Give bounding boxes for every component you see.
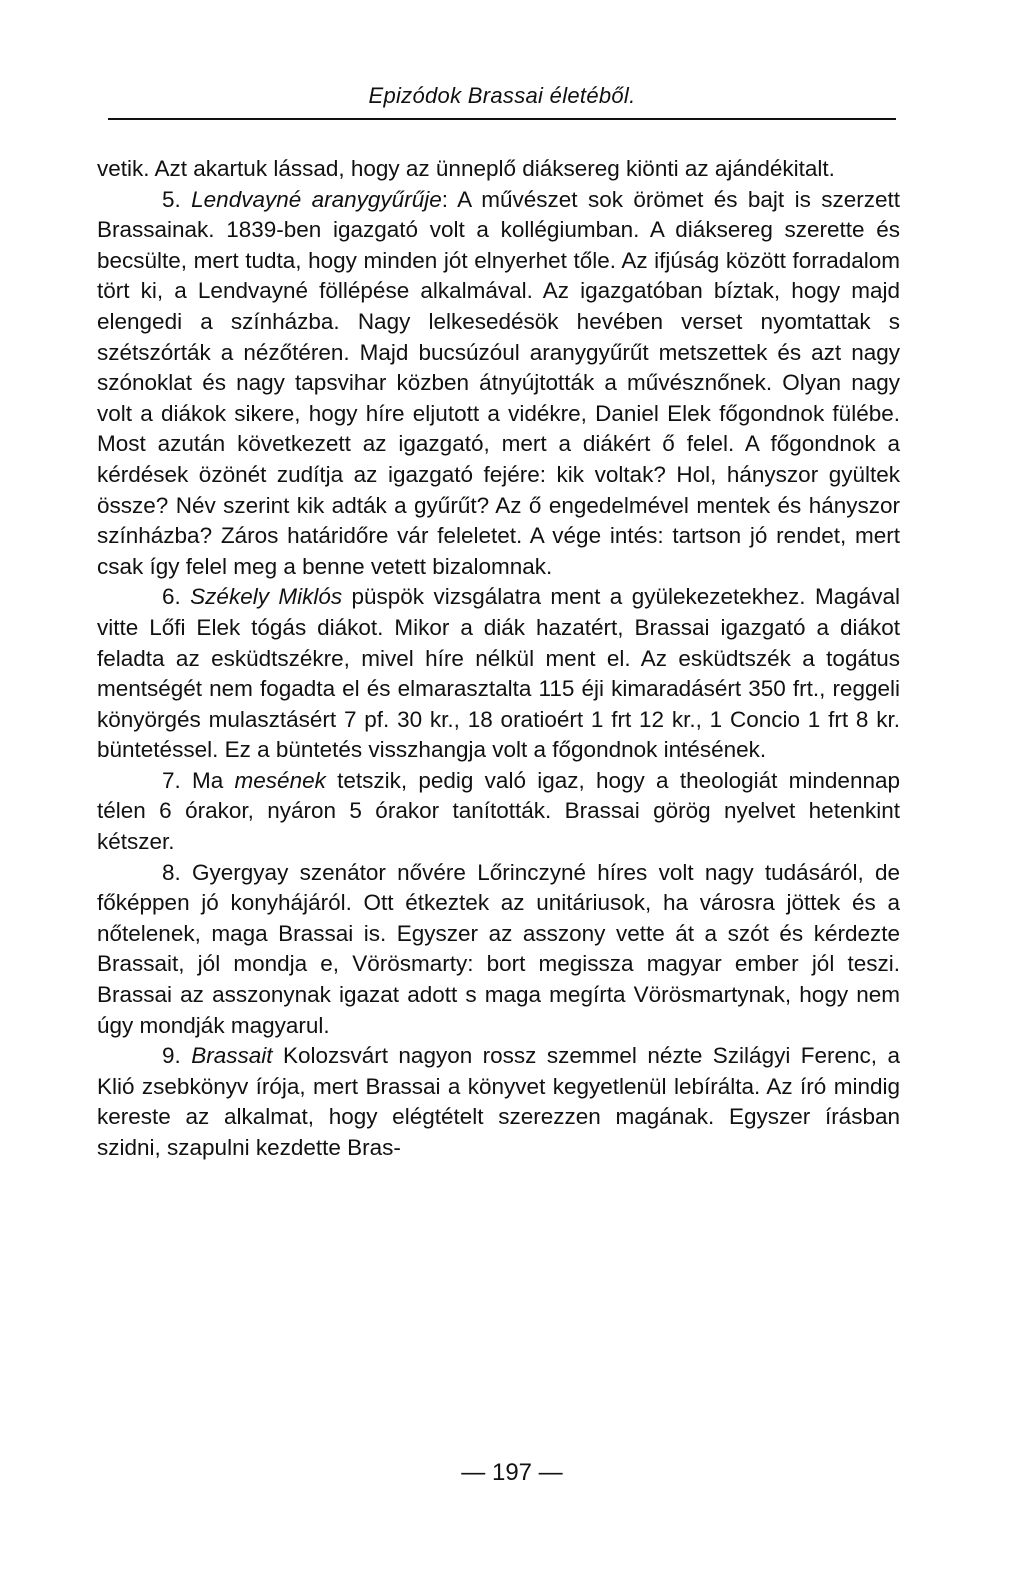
italic-text: Lendvayné aranygyűrűje	[191, 186, 442, 212]
text-run: 7. Ma	[162, 767, 235, 793]
body-text	[97, 154, 900, 1164]
text-run: 5.	[162, 186, 192, 212]
italic-text: mesének	[234, 767, 326, 793]
italic-text: Székely Miklós	[190, 584, 343, 610]
paragraph	[97, 185, 900, 583]
text-run: : A művészet sok örömet és bajt is szerzett Brassainak. 1839-ben igazgató volt a kollégiumban. A diáksereg szerette és becsülte, mert tudta, hogy minden jót elnyerhet tőle. Az ifjúság között forradalom tört ki, a Lendvayné föllépése alkalmával. Az igazgatóban bíztak, hogy majd elengedi a színházba. Nagy lelkesedésök hevében verset nyomtattak s szétszórták a nézőtéren. Majd bucsúzóul aranygyűrűt metszettek és azt nagy szónoklat és nagy tapsvihar közben átnyújtották a művésznőnek. Olyan nagy volt a diákok sikere, hogy híre eljutott a vidékre, Daniel Elek főgondnok fülébe. Most azután következett az igazgató, mert a diákért ő felel. A főgondnok a kérdések özönét zudítja az igazgató fejére: kik voltak? Hol, hányszor gyültek össze? Név szerint kik adták a gyűrűt? Az ő engedelmével mentek és hányszor színházba? Záros határidőre vár feleletet. A vége intés: tartson jó rendet, mert csak így felel meg a benne vetett bizalomnak.	[97, 186, 900, 579]
text-run: püspök vizsgálatra ment a gyülekezetekhez. Magával vitte Lőfi Elek tógás diákot. Mikor a diák hazatért, Brassai igazgató a diákot feladta az esküdtszékre, mivel híre nélkül ment el. Az esküdtszék a togátus mentségét nem fogadta el és elmarasztalta 115 éji kimaradásért 350 frt., reggeli könyörgés mulasztásért 7 pf. 30 kr., 18 oratioért 1 frt 12 kr., 1 Concio 1 frt 8 kr. büntetéssel. Ez a büntetés visszhangja volt a főgondnok intésének.	[97, 584, 900, 763]
text-run: Kolozsvárt nagyon rossz szemmel nézte Szilágyi Ferenc, a Klió zsebkönyv írója, mert Brassai a könyvet kegyetlenül lebírálta. Az író mindig kereste az alkalmat, hogy elégtételt szerezzen magának. Egyszer írásban szidni, szapulni kezdette Bras-	[97, 1043, 900, 1160]
text-run: tetszik, pedig való igaz, hogy a theologiát mindennap télen 6 órakor, nyáron 5 órakor tanították. Brassai görög nyelvet hetenkint kétszer.	[97, 767, 900, 855]
italic-text: Brassait	[191, 1043, 273, 1069]
text-run: vetik. Azt akartuk lássad, hogy az ünneplő diáksereg kiönti az ajándékitalt.	[97, 156, 835, 181]
paragraph	[97, 582, 900, 766]
page-number: — 197 —	[461, 1459, 563, 1486]
text-run: 6.	[162, 584, 191, 610]
text-run: 9.	[162, 1043, 192, 1069]
running-head: Epizódok Brassai életéből.	[368, 83, 636, 108]
text-run: 8. Gyergyay szenátor nővére Lőrinczyné híres volt nagy tudásáról, de főképpen jó konyhájáról. Ott étkeztek az unitáriusok, ha városra jöttek és a nőtelenek, maga Brassai is. Egyszer az asszony vette át a szót és kérdezte Brassait, jól mondja e, Vörösmarty: bort megissza magyar ember jól teszi. Brassai az asszonynak igazat adott s maga megírta Vörösmartynak, hogy nem úgy mondják magyarul.	[97, 859, 900, 1038]
paragraph	[97, 766, 900, 858]
paragraph	[97, 858, 900, 1042]
paragraph	[97, 1041, 900, 1163]
paragraph	[97, 154, 900, 185]
header-rule	[108, 118, 896, 120]
